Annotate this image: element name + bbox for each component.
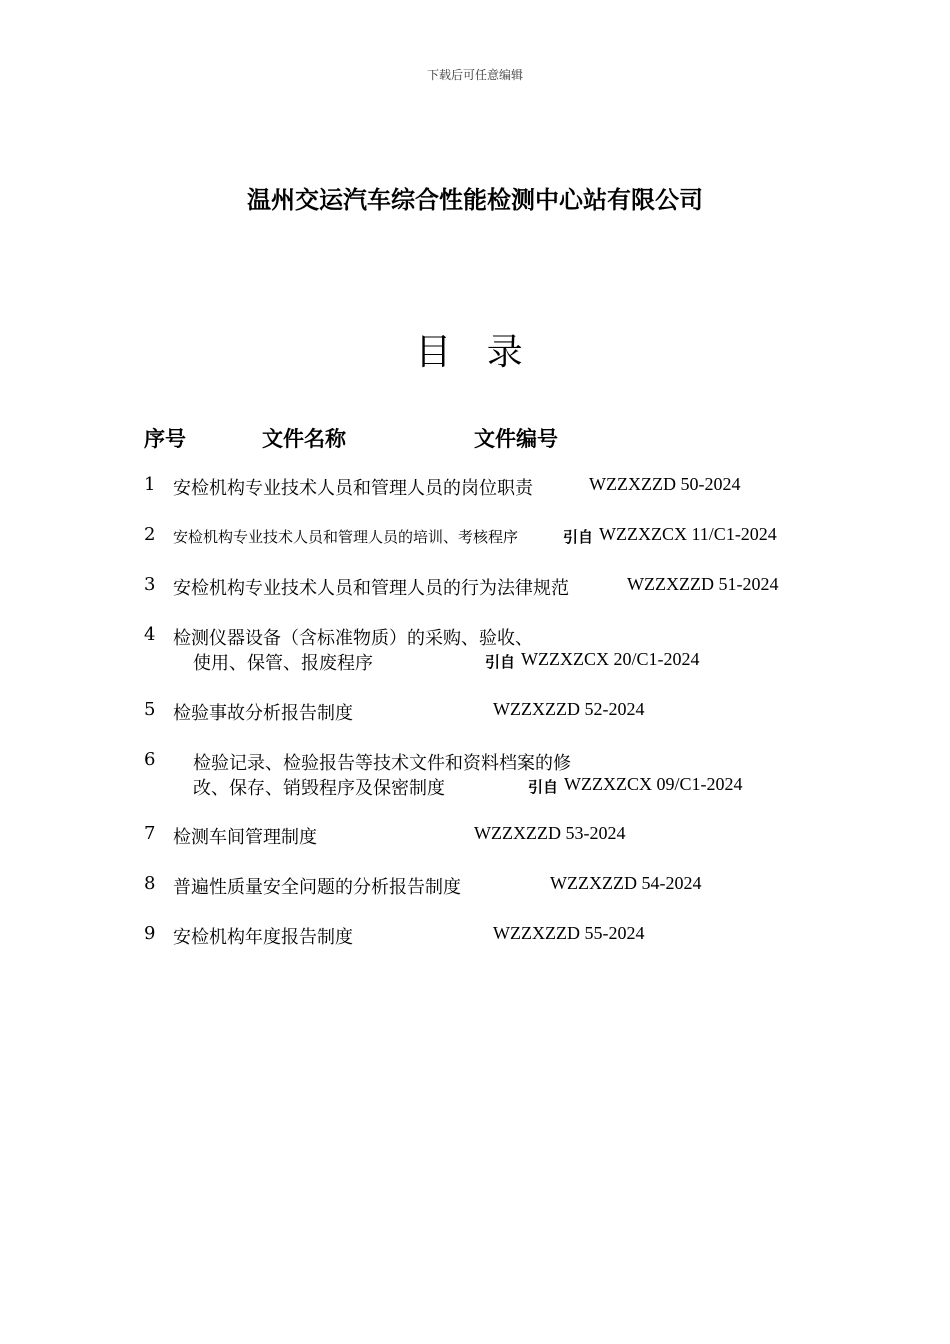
entry-number: 6 xyxy=(144,749,156,770)
page-title: 目 录 xyxy=(415,332,535,373)
entry-name: 安检机构专业技术人员和管理人员的行为法律规范 xyxy=(173,578,569,599)
entry-number: 9 xyxy=(144,923,156,944)
entry-code: WZZXZZD 52-2024 xyxy=(493,699,645,719)
entry-code: WZZXZZD 53-2024 xyxy=(474,823,626,843)
entry-quote: 引自 xyxy=(485,653,516,671)
entry-code: WZZXZCX 20/C1-2024 xyxy=(521,649,700,669)
entry-number: 5 xyxy=(144,699,156,720)
entry-name-line-1: 检验记录、检验报告等技术文件和资料档案的修 xyxy=(193,753,571,774)
company-name: 温州交运汽车综合性能检测中心站有限公司 xyxy=(247,186,703,214)
entry-code: WZZXZZD 51-2024 xyxy=(627,574,779,594)
entry-name: 普遍性质量安全问题的分析报告制度 xyxy=(173,877,461,898)
entry-number: 3 xyxy=(144,574,156,595)
entry-name: 安检机构专业技术人员和管理人员的培训、考核程序 xyxy=(173,528,519,546)
entry-number: 7 xyxy=(144,823,156,844)
entry-code: WZZXZZD 50-2024 xyxy=(589,474,741,494)
entry-code: WZZXZZD 55-2024 xyxy=(493,923,645,943)
entry-code: WZZXZCX 11/C1-2024 xyxy=(599,524,777,544)
entry-name: 安检机构年度报告制度 xyxy=(173,927,353,948)
entry-number: 8 xyxy=(144,873,156,894)
entry-number: 1 xyxy=(144,474,156,495)
entry-name: 检测车间管理制度 xyxy=(173,827,317,848)
column-header-name: 文件名称 xyxy=(262,427,346,451)
entry-number: 2 xyxy=(144,524,156,545)
entry-quote: 引自 xyxy=(563,528,594,546)
entry-name: 检验事故分析报告制度 xyxy=(173,703,353,724)
entry-code: WZZXZCX 09/C1-2024 xyxy=(564,774,743,794)
entry-quote: 引自 xyxy=(528,778,559,796)
column-header-number: 序号 xyxy=(144,427,186,451)
header-note: 下载后可任意编辑 xyxy=(426,68,523,82)
entry-name-line-1: 检测仪器设备（含标准物质）的采购、验收、 xyxy=(173,628,533,649)
entry-name-line-2: 改、保存、销毁程序及保密制度 xyxy=(193,778,445,799)
column-header-code: 文件编号 xyxy=(474,427,558,451)
entry-number: 4 xyxy=(144,624,156,645)
entry-code: WZZXZZD 54-2024 xyxy=(550,873,702,893)
entry-name-line-2: 使用、保管、报废程序 xyxy=(193,653,373,674)
entry-name: 安检机构专业技术人员和管理人员的岗位职责 xyxy=(173,478,533,499)
